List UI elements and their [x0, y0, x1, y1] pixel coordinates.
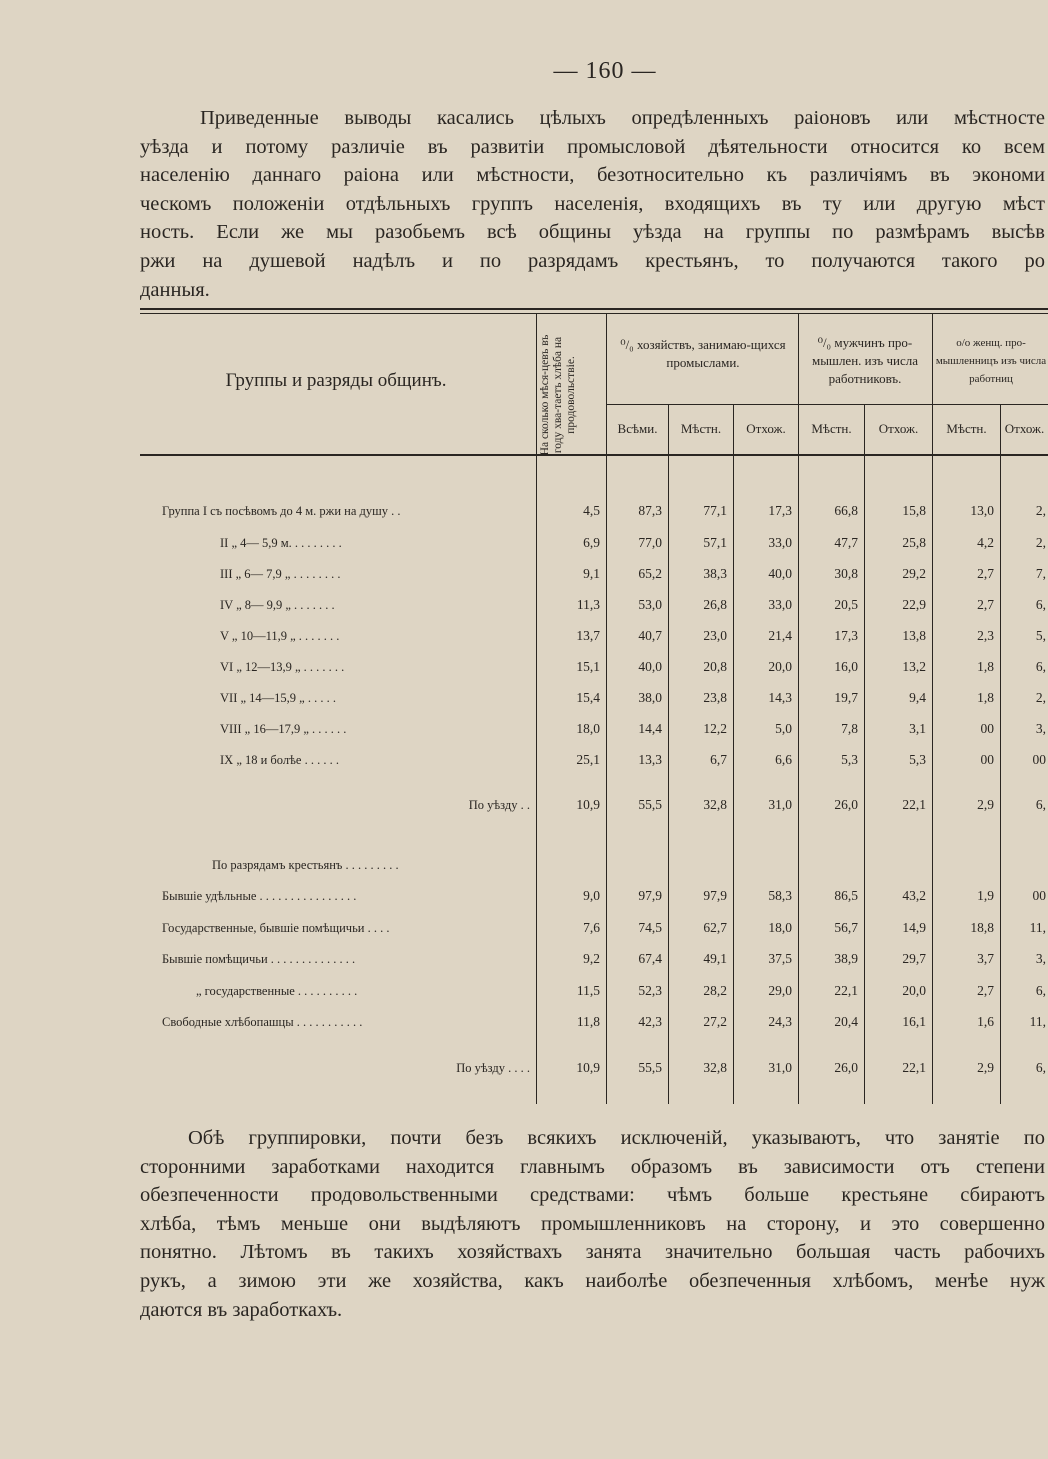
table-cell: 30,8 — [834, 566, 858, 581]
table-cell: 18,8 — [970, 920, 994, 935]
table-cell: 1,6 — [977, 1014, 994, 1029]
row-label: VI „ 12—13,9 „ . . . . . . . — [220, 660, 345, 674]
table-cell: 26,0 — [834, 1060, 858, 1075]
table-cell: 6, — [1035, 797, 1046, 812]
section-title: По разрядамъ крестьянъ . . . . . . . . . — [212, 858, 399, 872]
table-cell: 6,9 — [583, 535, 600, 550]
intro-line: населенію даннаго раіона или мѣстности, безотносительно къ различіямъ въ экономи — [140, 164, 1045, 187]
table-cell: 52,3 — [638, 983, 662, 998]
table-cell: 22,1 — [902, 797, 926, 812]
table-cell: 25,1 — [576, 752, 600, 767]
table-cell: 3, — [1035, 951, 1046, 966]
table-cell: 11,3 — [576, 597, 600, 612]
table-cell: 87,3 — [638, 503, 662, 518]
table-cell: 16,1 — [902, 1014, 926, 1029]
table-cell: 17,3 — [768, 503, 792, 518]
table-cell: 26,0 — [834, 797, 858, 812]
table-cell: 2, — [1035, 503, 1046, 518]
table-cell: 6, — [1035, 983, 1046, 998]
table-cell: 58,3 — [768, 888, 792, 903]
row-label: По уѣзду . . — [468, 798, 530, 812]
row-label: IV „ 8— 9,9 „ . . . . . . . — [220, 598, 335, 612]
men-group-header: ⁰/₀ мужчинъ про-мышлен. изъ числа работниковъ. — [811, 335, 919, 386]
table-cell: 19,7 — [834, 690, 858, 705]
row-label: Свободные хлѣбопашцы . . . . . . . . . . . — [162, 1015, 363, 1029]
table-cell: 20,8 — [703, 659, 727, 674]
sub-header-away: Отхож. — [746, 421, 786, 436]
row-label: „ государственные . . . . . . . . . . — [196, 984, 358, 998]
header-sub-rule — [606, 404, 1048, 405]
table-cell: 15,4 — [576, 690, 600, 705]
table-cell: 5,3 — [841, 752, 858, 767]
table-cell: 40,0 — [768, 566, 792, 581]
table-cell: 97,9 — [638, 888, 662, 903]
intro-paragraph — [140, 104, 1045, 304]
table-cell: 9,4 — [909, 690, 926, 705]
table-cell: 3,7 — [977, 951, 994, 966]
sub-header-men-local: Мѣстн. — [811, 421, 852, 436]
table-cell: 29,2 — [902, 566, 926, 581]
table-cell: 22,1 — [834, 983, 858, 998]
table-cell: 33,0 — [768, 535, 792, 550]
table-cell: 53,0 — [638, 597, 662, 612]
table-cell: 1,8 — [977, 690, 994, 705]
table-cell: 40,0 — [638, 659, 662, 674]
table-cell: 1,9 — [977, 888, 994, 903]
groups-column-header: Группы и разряды общинъ. — [225, 370, 447, 391]
table-cell: 22,9 — [902, 597, 926, 612]
intro-line: Приведенные выводы касались цѣлыхъ опредѣленныхъ раіоновъ или мѣстносте — [200, 107, 1045, 129]
table-cell: 11, — [1029, 920, 1046, 935]
table-cell: 66,8 — [834, 503, 858, 518]
months-column-header: На сколько мѣся-цевъ въ году хва-таетъ хлѣба на продовольствіе. — [539, 334, 577, 456]
table-cell: 67,4 — [638, 951, 662, 966]
table-cell: 74,5 — [638, 920, 662, 935]
table-cell: 97,9 — [703, 888, 727, 903]
table-cell: 27,2 — [703, 1014, 727, 1029]
table-cell: 9,1 — [583, 566, 600, 581]
table-top-rule — [140, 308, 1048, 310]
col-divider — [536, 314, 537, 1104]
table-cell: 86,5 — [834, 888, 858, 903]
table-cell: 6, — [1035, 597, 1046, 612]
table-cell: 9,0 — [583, 888, 600, 903]
table-cell: 2,7 — [977, 983, 994, 998]
table-cell: 00 — [980, 721, 994, 736]
table-cell: 22,1 — [902, 1060, 926, 1075]
table-cell: 7,6 — [583, 920, 600, 935]
table-top-rule-inner — [140, 313, 1048, 314]
table-cell: 11,5 — [576, 983, 600, 998]
outro-line: понятно. Лѣтомъ въ такихъ хозяйствахъ занята значительно большая часть рабочихъ — [140, 1241, 1045, 1264]
table-cell: 56,7 — [834, 920, 858, 935]
table-cell: 42,3 — [638, 1014, 662, 1029]
table-cell: 2, — [1035, 535, 1046, 550]
row-label: Бывшіе помѣщичьи . . . . . . . . . . . . . . — [162, 952, 356, 966]
table-cell: 31,0 — [768, 1060, 792, 1075]
table-cell: 11,8 — [576, 1014, 600, 1029]
table-cell: 15,8 — [902, 503, 926, 518]
table-cell: 47,7 — [834, 535, 858, 550]
row-label: По уѣзду . . . . — [456, 1061, 530, 1075]
intro-line: данныя. — [140, 278, 210, 301]
row-label: Бывшіе удѣльные . . . . . . . . . . . . . . . . — [162, 889, 357, 903]
col-divider — [864, 404, 865, 1104]
table-cell: 6,6 — [775, 752, 792, 767]
table-cell: 25,8 — [902, 535, 926, 550]
sub-header-all: Всѣми. — [617, 421, 658, 436]
table-cell: 20,0 — [902, 983, 926, 998]
page-number: — 160 — — [553, 58, 657, 84]
table-cell: 77,0 — [638, 535, 662, 550]
table-cell: 18,0 — [768, 920, 792, 935]
table-cell: 62,7 — [703, 920, 727, 935]
table-cell: 38,3 — [703, 566, 727, 581]
intro-line: ческомъ положеніи отдѣльныхъ группъ населенія, входящихъ въ ту или другую мѣст — [140, 192, 1045, 215]
table-cell: 20,5 — [834, 597, 858, 612]
households-group-header: ⁰/₀ хозяйствъ, занимаю-щихся промыслами. — [620, 337, 786, 370]
table-cell: 13,8 — [902, 628, 926, 643]
table-cell: 31,0 — [768, 797, 792, 812]
table-cell: 13,2 — [902, 659, 926, 674]
table-cell: 12,2 — [703, 721, 727, 736]
table-cell: 6, — [1035, 1060, 1046, 1075]
table-cell: 65,2 — [638, 566, 662, 581]
table-cell: 2,9 — [977, 797, 994, 812]
table-cell: 43,2 — [902, 888, 926, 903]
table-cell: 5, — [1035, 628, 1046, 643]
table-cell: 33,0 — [768, 597, 792, 612]
table-cell: 40,7 — [638, 628, 662, 643]
table-cell: 57,1 — [703, 535, 727, 550]
table-cell: 14,4 — [638, 721, 662, 736]
table-cell: 4,2 — [977, 535, 994, 550]
outro-line: сторонними заработками находится главнымъ образомъ въ зависимости отъ степени — [140, 1155, 1045, 1178]
table-cell: 29,0 — [768, 983, 792, 998]
intro-line: ность. Если же мы разобьемъ всѣ общины уѣзда на группы по размѣрамъ высѣв — [140, 221, 1045, 244]
table-cell: 3, — [1035, 721, 1046, 736]
table-cell: 26,8 — [703, 597, 727, 612]
table-cell: 13,0 — [970, 503, 994, 518]
table-cell: 32,8 — [703, 797, 727, 812]
table-cell: 18,0 — [576, 721, 600, 736]
row-label: Государственные, бывшіе помѣщичьи . . . . — [162, 921, 390, 935]
table-cell: 7,8 — [841, 721, 858, 736]
row-label: IX „ 18 и болѣе . . . . . . — [220, 753, 339, 767]
table-cell: 4,5 — [583, 503, 600, 518]
women-group-header: o/o женщ. про-мышленницъ изъ числа работниц — [935, 337, 1047, 385]
sub-header-women-local: Мѣстн. — [946, 421, 987, 436]
table-cell: 6, — [1035, 659, 1046, 674]
table-cell: 1,8 — [977, 659, 994, 674]
table-cell: 7, — [1035, 566, 1046, 581]
intro-line: уѣзда и потому различіе въ развитіи промысловой дѣятельности относится ко всем — [140, 135, 1045, 158]
table-cell: 23,0 — [703, 628, 727, 643]
table-cell: 20,0 — [768, 659, 792, 674]
sub-header-men-away: Отхож. — [878, 421, 919, 436]
table-cell: 14,9 — [902, 920, 926, 935]
row-label: V „ 10—11,9 „ . . . . . . . — [220, 629, 340, 643]
table-cell: 14,3 — [768, 690, 792, 705]
table-cell: 5,3 — [909, 752, 926, 767]
row-label: VIII „ 16—17,9 „ . . . . . . — [220, 722, 347, 736]
table-cell: 15,1 — [576, 659, 600, 674]
intro-line: ржи на душевой надѣлъ и по разрядамъ крестьянъ, то получаются такого ро — [140, 249, 1045, 272]
table-cell: 10,9 — [576, 797, 600, 812]
table-cell: 13,3 — [638, 752, 662, 767]
table-cell: 2,7 — [977, 566, 994, 581]
table-cell: 2,7 — [977, 597, 994, 612]
table-cell: 00 — [1032, 752, 1046, 767]
table-cell: 2, — [1035, 690, 1046, 705]
table-cell: 10,9 — [576, 1060, 600, 1075]
table-cell: 29,7 — [902, 951, 926, 966]
outro-line: Обѣ группировки, почти безъ всякихъ исключеній, указываютъ, что занятіе по — [188, 1127, 1045, 1149]
table-cell: 32,8 — [703, 1060, 727, 1075]
table-cell: 16,0 — [834, 659, 858, 674]
table-cell: 77,1 — [703, 503, 727, 518]
table-cell: 37,5 — [768, 951, 792, 966]
table-cell: 49,1 — [703, 951, 727, 966]
sub-header-women-away: Отхож. — [1004, 421, 1045, 436]
row-label: VII „ 14—15,9 „ . . . . . — [220, 691, 336, 705]
outro-line: обезпеченности продовольственными средствами: чѣмъ больше крестьяне сбираютъ — [140, 1184, 1045, 1207]
table-cell: 55,5 — [638, 797, 662, 812]
table-cell: 9,2 — [583, 951, 600, 966]
table-cell: 6,7 — [710, 752, 727, 767]
row-label: Группа I съ посѣвомъ до 4 м. ржи на душу . . — [162, 504, 401, 518]
table-cell: 13,7 — [576, 628, 600, 643]
outro-line: рукъ, а зимою эти же хозяйства, какъ наиболѣе обезпеченныя хлѣбомъ, менѣе нуж — [140, 1269, 1045, 1292]
table-cell: 38,9 — [834, 951, 858, 966]
row-label: III „ 6— 7,9 „ . . . . . . . . — [220, 567, 341, 581]
table-cell: 11, — [1029, 1014, 1046, 1029]
outro-line: даются въ заработкахъ. — [140, 1298, 343, 1321]
outro-line: хлѣба, тѣмъ меньше они выдѣляютъ промышленниковъ на сторону, и это совершенно — [140, 1212, 1045, 1235]
table-cell: 38,0 — [638, 690, 662, 705]
table-cell: 20,4 — [834, 1014, 858, 1029]
table-cell: 3,1 — [909, 721, 926, 736]
row-label: II „ 4— 5,9 м. . . . . . . . . — [220, 536, 342, 550]
sub-header-local: Мѣстн. — [680, 421, 722, 436]
table-cell: 24,3 — [768, 1014, 792, 1029]
statistics-table — [140, 308, 1048, 1108]
table-cell: 21,4 — [768, 628, 792, 643]
outro-paragraph — [140, 1124, 1045, 1324]
table-cell: 00 — [1032, 888, 1046, 903]
table-cell: 5,0 — [775, 721, 792, 736]
table-cell: 23,8 — [703, 690, 727, 705]
table-cell: 2,3 — [977, 628, 994, 643]
table-cell: 55,5 — [638, 1060, 662, 1075]
table-cell: 17,3 — [834, 628, 858, 643]
table-cell: 00 — [980, 752, 994, 767]
table-cell: 28,2 — [703, 983, 727, 998]
table-cell: 2,9 — [977, 1060, 994, 1075]
